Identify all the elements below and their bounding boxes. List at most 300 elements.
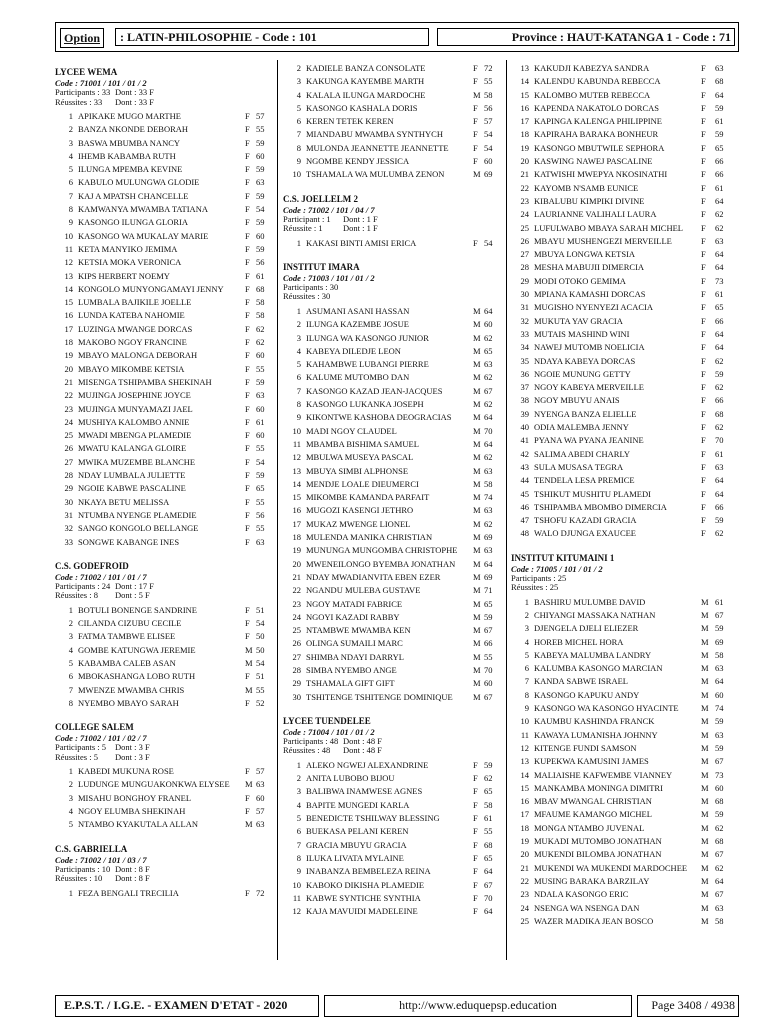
candidate-row — [55, 644, 273, 657]
candidate-score: 73 — [715, 275, 724, 286]
candidate-number: 28 — [520, 262, 529, 273]
candidate-number: 20 — [64, 363, 73, 374]
stat-total: Réussites : 5 — [55, 751, 98, 762]
candidate-score: 74 — [484, 492, 493, 503]
candidate-score: 51 — [256, 604, 265, 615]
candidate-row — [283, 115, 501, 128]
candidate-name: MONGA NTAMBO JUVENAL — [534, 822, 645, 833]
candidate-score: 68 — [715, 76, 724, 87]
candidate-row — [55, 389, 273, 402]
candidate-sex: F — [245, 310, 250, 321]
candidate-name: KONGOLO MUNYONGAMAYI JENNY — [78, 283, 224, 294]
candidate-name: BASHIRU MULUMBE DAVID — [534, 596, 646, 607]
candidate-name: NGANDU MULEBA GUSTAVE — [306, 585, 421, 596]
candidate-row — [283, 785, 501, 798]
school-section — [283, 261, 501, 704]
candidate-name: ANITA LUBOBO BIJOU — [306, 773, 395, 784]
candidate-row — [511, 434, 736, 447]
candidate-number: 8 — [524, 689, 529, 700]
candidate-number: 4 — [524, 636, 529, 647]
candidate-name: KAJA MAVUIDI MADELEINE — [306, 906, 418, 917]
candidate-name: SIMBA NYEMBO ANGE — [306, 664, 397, 675]
candidate-row — [511, 782, 736, 795]
candidate-name: MISAHU BONGHOY FRANEL — [78, 792, 192, 803]
candidate-row — [55, 270, 273, 283]
candidate-number: 13 — [520, 756, 529, 767]
candidate-sex: F — [473, 852, 478, 863]
candidate-number: 24 — [520, 209, 529, 220]
candidate-score: 63 — [484, 465, 493, 476]
candidate-score: 68 — [715, 408, 724, 419]
candidate-sex: M — [473, 332, 481, 343]
candidate-number: 31 — [520, 302, 529, 313]
candidate-sex: F — [701, 368, 706, 379]
candidate-row — [55, 442, 273, 455]
candidate-number: 3 — [296, 332, 301, 343]
candidate-sex: F — [473, 129, 478, 140]
candidate-number: 5 — [296, 359, 301, 370]
candidate-score: 59 — [256, 243, 265, 254]
candidate-name: KASONGO MBUTWILE SEPHORA — [534, 142, 665, 153]
candidate-number: 16 — [520, 102, 529, 113]
candidate-score: 71 — [484, 585, 493, 596]
stat-female: Dont : 3 F — [115, 751, 150, 762]
candidate-sex: F — [473, 759, 478, 770]
candidate-name: MISENGA TSHIPAMBA SHEKINAH — [78, 376, 212, 387]
candidate-score: 57 — [484, 116, 493, 127]
candidate-row — [283, 128, 501, 141]
stat-total: Participants : 10 — [55, 863, 111, 874]
candidate-number: 4 — [296, 89, 301, 100]
candidate-sex: M — [701, 703, 709, 714]
candidate-row — [511, 822, 736, 835]
candidate-number: 24 — [292, 611, 301, 622]
stat-female: Dont : 8 F — [115, 863, 150, 874]
candidate-sex: M — [701, 836, 709, 847]
candidate-name: KIKONTWE KASHOBA DEOGRACIAS — [306, 412, 452, 423]
candidate-sex: M — [701, 716, 709, 727]
candidate-row — [511, 649, 736, 662]
candidate-row — [55, 163, 273, 176]
candidate-name: KATWISHI MWEPYA NKOSINATHI — [534, 169, 668, 180]
candidate-score: 58 — [256, 297, 265, 308]
candidate-score: 59 — [715, 368, 724, 379]
candidate-name: ILUNGA MPEMBA KEVINE — [78, 164, 183, 175]
candidate-sex: F — [245, 806, 250, 817]
candidate-sex: F — [701, 129, 706, 140]
stat-female: Dont : 3 F — [115, 742, 150, 753]
candidate-number: 9 — [68, 217, 73, 228]
stat-female: Dont : 48 F — [343, 745, 382, 756]
candidate-sex: F — [473, 102, 478, 113]
candidate-number: 14 — [520, 769, 529, 780]
candidate-row — [283, 358, 501, 371]
candidate-score: 67 — [484, 879, 493, 890]
candidate-row — [55, 216, 273, 229]
candidate-number: 18 — [520, 129, 529, 140]
candidate-score: 50 — [256, 644, 265, 655]
candidate-row — [55, 296, 273, 309]
candidate-name: NYENGA BANZA ELIELLE — [534, 408, 637, 419]
candidate-number: 13 — [64, 270, 73, 281]
candidate-row — [511, 835, 736, 848]
candidate-score: 57 — [256, 806, 265, 817]
candidate-score: 59 — [256, 190, 265, 201]
candidate-number: 16 — [64, 310, 73, 321]
candidate-row — [511, 142, 736, 155]
candidate-number: 29 — [520, 275, 529, 286]
candidate-number: 25 — [292, 625, 301, 636]
candidate-number: 32 — [520, 315, 529, 326]
candidate-row — [283, 691, 501, 704]
candidate-sex: M — [245, 779, 253, 790]
candidate-sex: F — [245, 697, 250, 708]
candidate-score: 69 — [484, 532, 493, 543]
candidate-sex: F — [701, 515, 706, 526]
candidate-name: MIANDABU MWAMBA SYNTHYCH — [306, 129, 443, 140]
candidate-score: 63 — [715, 902, 724, 913]
candidate-score: 60 — [256, 230, 265, 241]
candidate-number: 5 — [296, 813, 301, 824]
candidate-sex: F — [245, 403, 250, 414]
candidate-name: MODI OTOKO GEMIMA — [534, 275, 626, 286]
candidate-name: KALALA ILUNGA MARDOCHE — [306, 89, 426, 100]
candidate-sex: F — [701, 289, 706, 300]
candidate-number: 44 — [520, 475, 529, 486]
candidate-name: PYANA WA PYANA JEANINE — [534, 435, 644, 446]
candidate-score: 64 — [484, 866, 493, 877]
candidate-row — [283, 879, 501, 892]
candidate-sex: M — [473, 492, 481, 503]
candidate-sex: F — [701, 235, 706, 246]
candidate-name: KASONGO ILUNGA GLORIA — [78, 217, 189, 228]
candidate-number: 5 — [524, 649, 529, 660]
candidate-sex: M — [473, 452, 481, 463]
candidate-sex: F — [473, 76, 478, 87]
candidate-row — [283, 345, 501, 358]
candidate-name: KALUME MUTOMBO DAN — [306, 372, 410, 383]
candidate-name: MUKENDI BILOMBA JONATHAN — [534, 849, 662, 860]
candidate-sex: F — [245, 456, 250, 467]
candidate-sex: F — [245, 124, 250, 135]
footer-exam-label: E.P.S.T. / I.G.E. - EXAMEN D'ETAT - 2020 — [55, 995, 319, 1017]
candidate-score: 64 — [715, 249, 724, 260]
candidate-row — [283, 504, 501, 517]
candidate-sex: F — [245, 350, 250, 361]
candidate-name: GOMBE KATUNGWA JEREMIE — [78, 644, 196, 655]
candidate-sex: F — [701, 302, 706, 313]
candidate-sex: F — [701, 102, 706, 113]
candidate-sex: F — [245, 523, 250, 534]
candidate-number: 8 — [296, 852, 301, 863]
candidate-name: MWATU KALANGA GLOIRE — [78, 443, 187, 454]
candidate-number: 25 — [64, 430, 73, 441]
candidate-row — [55, 403, 273, 416]
candidate-row — [511, 102, 736, 115]
candidate-row — [511, 341, 736, 354]
candidate-number: 9 — [296, 412, 301, 423]
candidate-score: 64 — [715, 195, 724, 206]
candidate-row — [511, 795, 736, 808]
candidate-name: CHIYANGI MASSAKA NATHAN — [534, 609, 656, 620]
candidate-name: APIKAKE MUGO MARTHE — [78, 111, 181, 121]
candidate-score: 63 — [484, 545, 493, 556]
candidate-sex: F — [245, 766, 250, 777]
candidate-name: MUSING BARAKA BARZILAY — [534, 875, 650, 886]
candidate-score: 63 — [484, 359, 493, 370]
candidate-row — [511, 421, 736, 434]
candidate-score: 59 — [715, 102, 724, 113]
candidate-number: 7 — [524, 676, 529, 687]
candidate-name: BALIBWA INAMWESE AGNES — [306, 786, 423, 797]
candidate-number: 39 — [520, 408, 529, 419]
candidate-row — [55, 230, 273, 243]
candidate-sex: F — [473, 63, 478, 73]
candidate-score: 57 — [256, 111, 265, 121]
candidate-number: 1 — [524, 596, 529, 607]
candidate-sex: M — [473, 651, 481, 662]
school-section — [283, 715, 501, 919]
candidate-number: 35 — [520, 355, 529, 366]
candidate-row — [511, 195, 736, 208]
candidate-name: KASONGO KAZAD JEAN-JACQUES — [306, 385, 443, 396]
candidate-number: 45 — [520, 488, 529, 499]
candidate-name: KAKUNGA KAYEMBE MARTH — [306, 76, 425, 87]
stat-total: Réussite : 1 — [283, 223, 323, 234]
stat-female: Dont : 33 F — [115, 96, 154, 107]
candidate-score: 55 — [256, 443, 265, 454]
candidate-number: 2 — [68, 779, 73, 790]
candidate-score: 63 — [715, 461, 724, 472]
stat-female: Dont : 33 F — [115, 87, 154, 97]
candidate-number: 33 — [64, 536, 73, 547]
candidate-name: ILUNGA KAZEMBE JOSUE — [306, 319, 409, 330]
candidate-number: 23 — [520, 195, 529, 206]
candidate-name: LUNDA KATEBA NAHOMIE — [78, 310, 185, 321]
candidate-sex: F — [473, 892, 478, 903]
candidate-name: MBUYA LONGWA KETSIA — [534, 249, 636, 260]
candidate-number: 20 — [520, 156, 529, 167]
candidate-score: 62 — [484, 399, 493, 410]
school-code: Code : 71005 / 101 / 01 / 2 — [511, 563, 603, 574]
candidate-score: 69 — [715, 636, 724, 647]
candidate-number: 43 — [520, 461, 529, 472]
candidate-sex: M — [701, 902, 709, 913]
candidate-sex: M — [473, 505, 481, 516]
candidate-sex: F — [473, 116, 478, 127]
candidate-score: 63 — [715, 729, 724, 740]
candidate-row — [511, 328, 736, 341]
candidate-row — [511, 208, 736, 221]
candidate-name: KABEYA DILEDJE LEON — [306, 345, 401, 356]
candidate-name: MUKUTA YAV GRACIA — [534, 315, 623, 326]
candidate-name: KAUMBU KASHINDA FRANCK — [534, 716, 655, 727]
candidate-score: 61 — [715, 448, 724, 459]
candidate-score: 70 — [715, 435, 724, 446]
candidate-name: SALIMA ABEDI CHARLY — [534, 448, 630, 459]
candidate-score: 59 — [256, 376, 265, 387]
header-bar — [55, 22, 739, 52]
candidate-number: 22 — [292, 585, 301, 596]
candidate-score: 62 — [715, 355, 724, 366]
candidate-number: 23 — [64, 403, 73, 414]
candidate-sex: F — [701, 461, 706, 472]
candidate-sex: M — [701, 742, 709, 753]
candidate-row — [55, 137, 273, 150]
candidate-row — [511, 662, 736, 675]
candidate-score: 55 — [256, 363, 265, 374]
province-label: Province : HAUT-KATANGA 1 - Code : 71 — [437, 28, 735, 46]
candidate-score: 59 — [256, 137, 265, 148]
school-code: Code : 71002 / 101 / 01 / 7 — [55, 571, 147, 582]
candidate-name: BENEDICTE TSHILWAY BLESSING — [306, 813, 440, 824]
candidate-number: 4 — [68, 150, 73, 161]
candidate-number: 36 — [520, 368, 529, 379]
candidate-sex: M — [701, 729, 709, 740]
candidate-score: 62 — [715, 222, 724, 233]
candidate-score: 60 — [256, 150, 265, 161]
candidate-score: 59 — [715, 515, 724, 526]
candidate-number: 17 — [64, 323, 73, 334]
candidate-score: 58 — [715, 915, 724, 926]
candidate-name: FATMA TAMBWE ELISEE — [78, 631, 176, 642]
candidate-name: MALIAISHE KAFWEMBE VIANNEY — [534, 769, 673, 780]
candidate-number: 10 — [292, 169, 301, 180]
candidate-number: 14 — [64, 283, 73, 294]
candidate-sex: F — [701, 116, 706, 127]
candidate-row — [283, 398, 501, 411]
candidate-number: 3 — [296, 76, 301, 87]
candidate-row — [55, 887, 273, 900]
candidate-row — [283, 478, 501, 491]
candidate-number: 7 — [296, 385, 301, 396]
candidate-row — [283, 799, 501, 812]
candidate-name: NGOY MATADI FABRICE — [306, 598, 403, 609]
candidate-name: MAKOBO NGOY FRANCINE — [78, 337, 187, 348]
candidate-name: MANKAMBA MONINGA DIMITRI — [534, 782, 663, 793]
candidate-name: BOTULI BONENGE SANDRINE — [78, 604, 197, 615]
candidate-row — [511, 408, 736, 421]
candidate-sex: F — [473, 237, 478, 248]
candidate-row — [511, 488, 736, 501]
candidate-sex: M — [245, 819, 253, 830]
candidate-score: 67 — [715, 756, 724, 767]
candidate-number: 12 — [64, 257, 73, 268]
candidate-sex: F — [701, 408, 706, 419]
candidate-name: MBAYO MALONGA DEBORAH — [78, 350, 198, 361]
candidate-score: 67 — [484, 385, 493, 396]
school-name: C.S. GODEFROID — [55, 560, 129, 571]
candidate-name: TSHOFU KAZADI GRACIA — [534, 515, 637, 526]
candidate-sex: M — [245, 684, 253, 695]
candidate-row — [283, 168, 501, 181]
footer-url-link[interactable]: http://www.eduquepsp.education — [324, 995, 632, 1017]
candidate-sex: F — [701, 156, 706, 167]
candidate-sex: F — [245, 496, 250, 507]
candidate-sex: F — [245, 337, 250, 348]
school-section — [511, 62, 736, 541]
candidate-sex: F — [701, 89, 706, 100]
candidate-sex: F — [245, 470, 250, 481]
candidate-name: MBAMBA BISHIMA SAMUEL — [306, 438, 419, 449]
candidate-score: 62 — [715, 862, 724, 873]
candidate-number: 1 — [296, 759, 301, 770]
candidate-score: 67 — [715, 849, 724, 860]
school-name: LYCEE TUENDELEE — [283, 715, 371, 726]
candidate-name: KASONGO KAPUKU ANDY — [534, 689, 640, 700]
candidate-name: IHEMB KABAMBA RUTH — [78, 150, 176, 161]
stat-total: Participants : 30 — [283, 281, 339, 292]
candidate-row — [511, 848, 736, 861]
candidate-number: 4 — [68, 644, 73, 655]
candidate-row — [511, 235, 736, 248]
candidate-number: 12 — [520, 742, 529, 753]
candidate-name: NGOIE KABWE PASCALINE — [78, 483, 186, 494]
candidate-score: 54 — [256, 618, 265, 629]
candidate-sex: M — [473, 532, 481, 543]
candidate-name: KUPEKWA KAMUSINI JAMES — [534, 756, 649, 767]
candidate-number: 5 — [68, 819, 73, 830]
candidate-score: 62 — [256, 337, 265, 348]
candidate-number: 5 — [68, 164, 73, 175]
candidate-name: NSENGA WA NSENGA DAN — [534, 902, 640, 913]
candidate-row — [55, 309, 273, 322]
candidate-score: 68 — [715, 836, 724, 847]
candidate-sex: F — [701, 395, 706, 406]
candidate-name: KITENGE FUNDI SAMSON — [534, 742, 637, 753]
candidate-number: 25 — [520, 915, 529, 926]
candidate-sex: F — [473, 156, 478, 167]
candidate-sex: F — [473, 826, 478, 837]
candidate-number: 40 — [520, 422, 529, 433]
candidate-name: KASONGO WA KASONGO HYACINTE — [534, 703, 679, 714]
candidate-sex: F — [701, 262, 706, 273]
candidate-number: 37 — [520, 382, 529, 393]
candidate-sex: F — [245, 190, 250, 201]
candidate-sex: F — [701, 169, 706, 180]
candidate-number: 7 — [296, 839, 301, 850]
candidate-number: 26 — [64, 443, 73, 454]
candidate-row — [511, 702, 736, 715]
candidate-score: 62 — [484, 518, 493, 529]
candidate-row — [55, 349, 273, 362]
candidate-row — [511, 742, 736, 755]
candidate-score: 56 — [484, 102, 493, 113]
candidate-sex: M — [701, 676, 709, 687]
candidate-sex: F — [245, 483, 250, 494]
candidate-sex: M — [473, 585, 481, 596]
candidate-sex: M — [473, 425, 481, 436]
candidate-name: KABWE SYNTICHE SYNTHIA — [306, 892, 421, 903]
candidate-row — [283, 518, 501, 531]
candidate-number: 38 — [520, 395, 529, 406]
candidate-name: MBAYO MIKOMBE KETSIA — [78, 363, 185, 374]
candidate-name: DJENGELA DJELI ELIEZER — [534, 623, 639, 634]
candidate-row — [283, 544, 501, 557]
candidate-sex: M — [473, 598, 481, 609]
candidate-name: GRACIA MBUYU GRACIA — [306, 839, 407, 850]
candidate-sex: M — [473, 664, 481, 675]
candidate-score: 64 — [715, 342, 724, 353]
candidate-score: 66 — [715, 395, 724, 406]
candidate-sex: M — [473, 625, 481, 636]
candidate-sex: F — [245, 887, 250, 898]
candidate-score: 63 — [256, 819, 265, 830]
candidate-number: 29 — [64, 483, 73, 494]
candidate-score: 61 — [484, 813, 493, 824]
candidate-score: 68 — [256, 283, 265, 294]
candidate-sex: F — [701, 435, 706, 446]
